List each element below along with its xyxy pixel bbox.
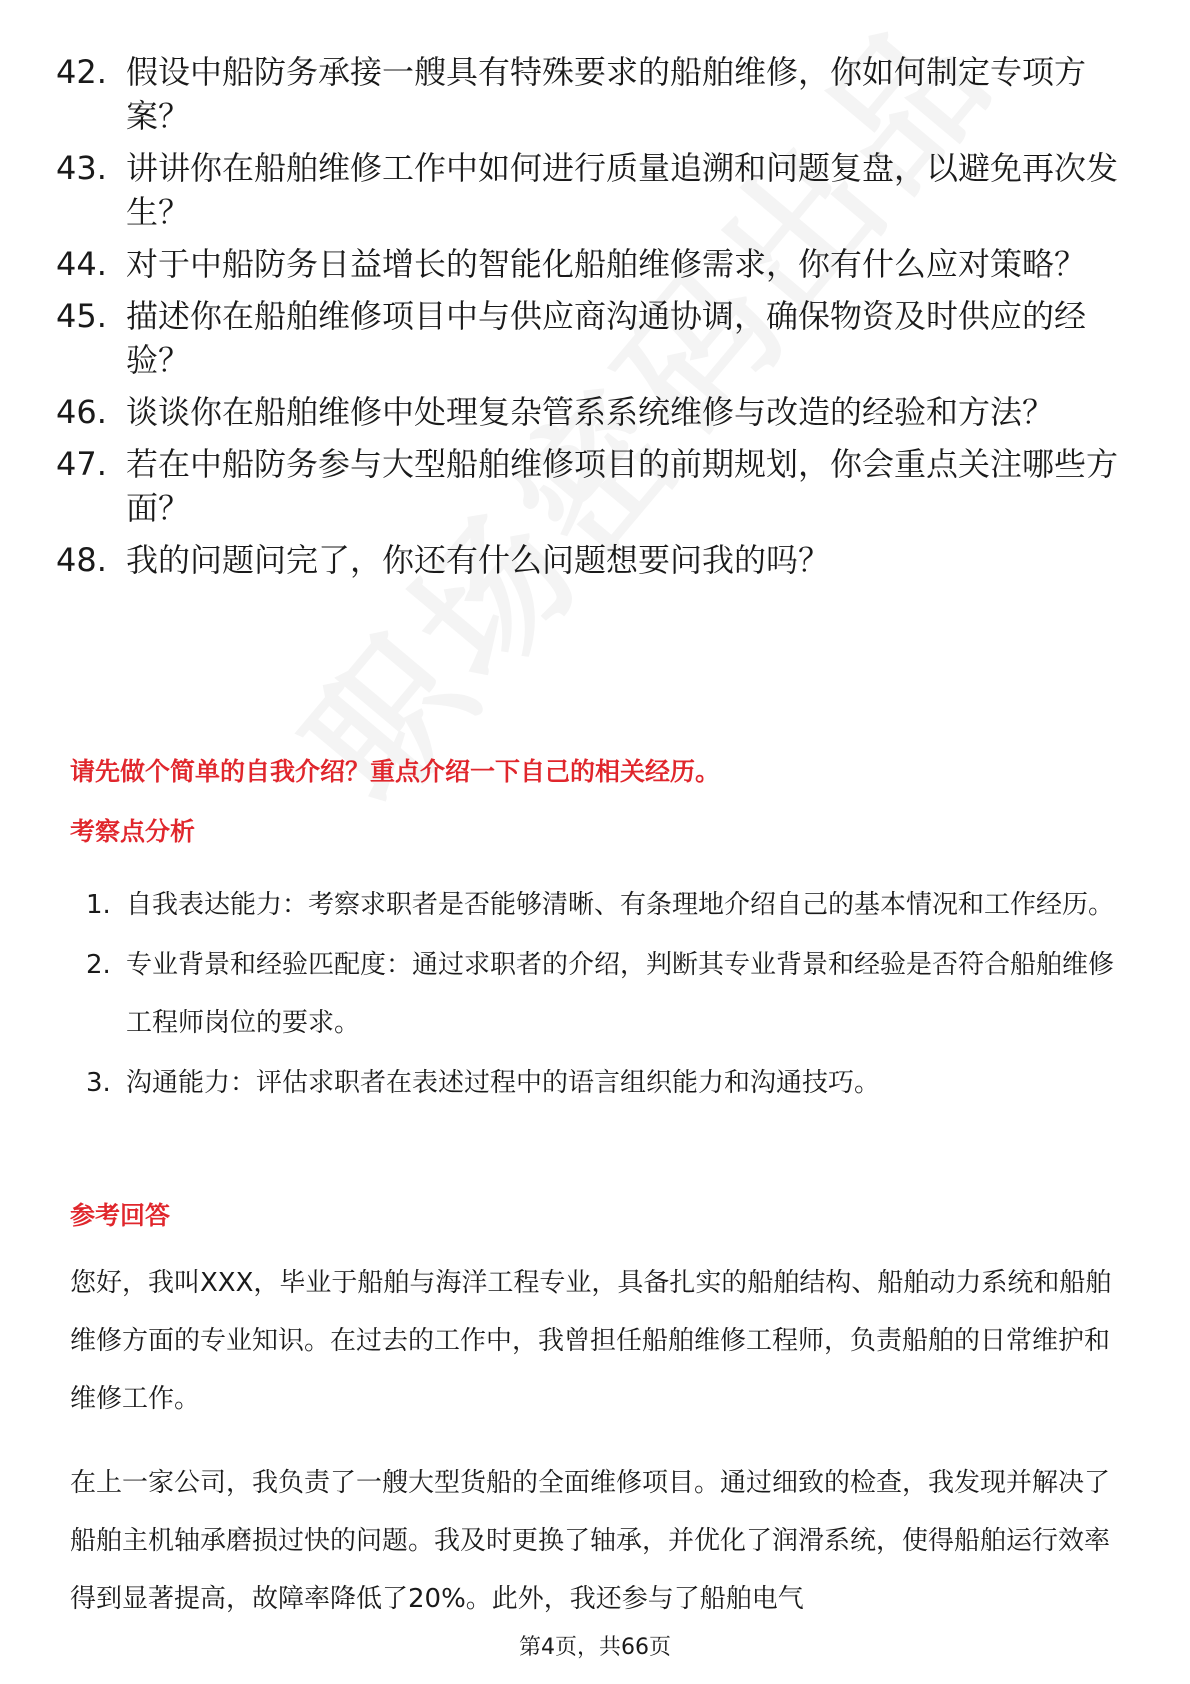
list-item — [0, 146, 1190, 234]
point-number: 2. — [86, 950, 111, 980]
question-text: 对于中船防务日益增长的智能化船舶维修需求，你有什么应对策略？ — [126, 245, 1087, 283]
question-list — [0, 50, 1190, 590]
list-item — [0, 1054, 1190, 1112]
question-text: 我的问题问完了，你还有什么问题想要问我的吗？ — [126, 541, 831, 579]
point-text: 沟通能力：评估求职者在表述过程中的语言组织能力和沟通技巧。 — [126, 1068, 881, 1098]
highlight-question: 请先做个简单的自我介绍？重点介绍一下自己的相关经历。 — [70, 757, 721, 786]
list-item — [0, 50, 1190, 138]
question-text: 若在中船防务参与大型船舶维修项目的前期规划，你会重点关注哪些方面？ — [126, 445, 1119, 527]
point-text: 自我表达能力：考察求职者是否能够清晰、有条理地介绍自己的基本情况和工作经历。 — [126, 890, 1115, 920]
question-number: 47. — [56, 445, 107, 483]
question-number: 44. — [56, 245, 107, 283]
question-number: 48. — [56, 541, 107, 579]
question-text: 描述你在船舶维修项目中与供应商沟通协调，确保物资及时供应的经验？ — [126, 297, 1087, 379]
question-number: 42. — [56, 53, 107, 91]
question-text: 谈谈你在船舶维修中处理复杂管系系统维修与改造的经验和方法？ — [126, 393, 1055, 431]
list-item — [0, 294, 1190, 382]
list-item — [0, 242, 1190, 286]
list-item — [0, 936, 1190, 1052]
list-item — [0, 876, 1190, 934]
analysis-points — [0, 876, 1190, 1114]
question-text: 假设中船防务承接一艘具有特殊要求的船舶维修，你如何制定专项方案？ — [126, 53, 1087, 135]
list-item — [0, 538, 1190, 582]
reference-heading: 参考回答 — [70, 1201, 171, 1230]
list-item — [0, 390, 1190, 434]
analysis-heading: 考察点分析 — [70, 817, 196, 846]
question-text: 讲讲你在船舶维修工作中如何进行质量追溯和问题复盘，以避免再次发生？ — [126, 149, 1119, 231]
reference-paragraph: 在上一家公司，我负责了一艘大型货船的全面维修项目。通过细致的检查，我发现并解决了船舶主机轴承磨损过快的问题。我及时更换了轴承，并优化了润滑系统，使得船舶运行效率得到显著提高，故障率降低了20%。此外，我还参与了船舶电气 — [70, 1468, 1111, 1614]
question-number: 43. — [56, 149, 107, 187]
point-number: 3. — [86, 1068, 111, 1098]
point-number: 1. — [86, 890, 111, 920]
page-footer: 第4页，共66页 — [519, 1635, 671, 1660]
list-item — [0, 442, 1190, 530]
reference-paragraph: 您好，我叫XXX，毕业于船舶与海洋工程专业，具备扎实的船舶结构、船舶动力系统和船舶维修方面的专业知识。在过去的工作中，我曾担任船舶维修工程师，负责船舶的日常维护和维修工作。 — [70, 1268, 1112, 1414]
point-text: 专业背景和经验匹配度：通过求职者的介绍，判断其专业背景和经验是否符合船舶维修工程师岗位的要求。 — [126, 950, 1115, 1038]
question-number: 45. — [56, 297, 107, 335]
question-number: 46. — [56, 393, 107, 431]
